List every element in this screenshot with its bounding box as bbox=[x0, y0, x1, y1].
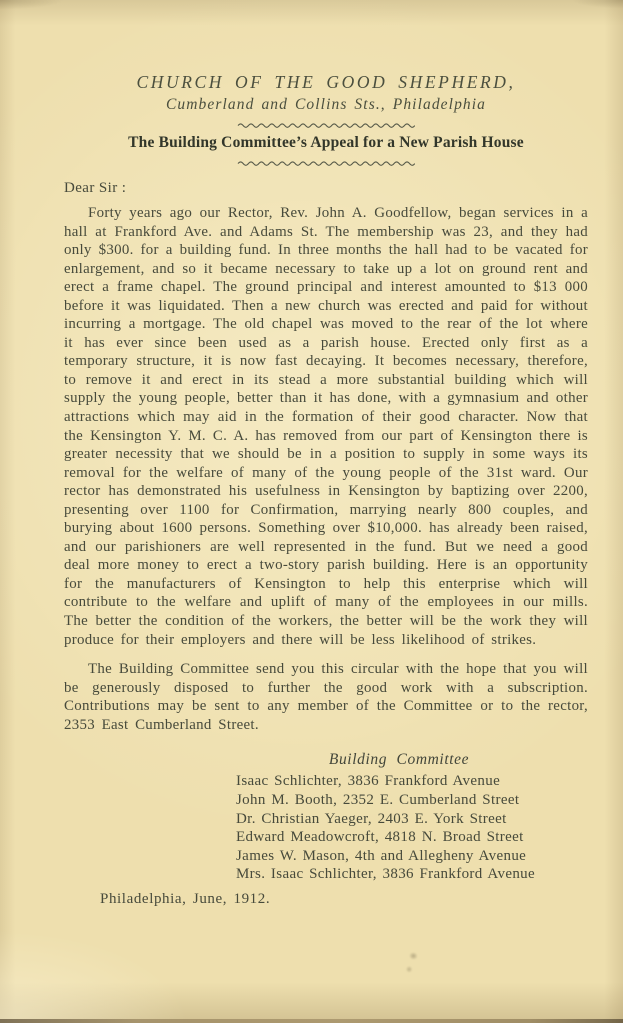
committee-member: James W. Mason, 4th and Allegheny Avenue bbox=[236, 847, 527, 864]
committee-member: John M. Booth, 2352 E. Cumberland Street bbox=[236, 791, 520, 808]
church-address: Cumberland and Collins Sts., Philadelphia bbox=[165, 96, 487, 113]
committee-list bbox=[236, 772, 562, 884]
committee-member: Dr. Christian Yaeger, 2403 E. York Street bbox=[236, 810, 507, 827]
ink-smudge bbox=[401, 949, 421, 979]
letter-paragraph-1: Forty years ago our Rector, Rev. John A. Goodfellow, began services in a hall at Frankford Ave. and Adams St. The membership was 23, and they had only $300. for a building fund. In three months the hall had to be vacated for enlargement, and so it became necessary to take up a lot on ground rent and erect a frame chapel. The ground principal and interest amounted to $13 000 before it was liquidated. Then a new church was erected and paid for without incurring a mortgage. The old chapel was moved to the rear of the lot where it has ever since been used as a parish house. Erected only first as a temporary structure, it is now fast decaying. It becomes necessary, therefore, to remove it and erect in its stead a more substantial building which will supply the young people, better than it has done, with a gymnasium and other attractions which may aid in the formation of their good character. Now that the Kensington Y. M. C. A. has removed from our part of Kensington there is greater necessity that we should be in a position to supply in some ways its removal for the welfare of many of the young people of the 31st ward. Our rector has demonstrated his usefulness in Kensington by baptizing over 2200, presenting over 1100 for Confirmation, marrying nearly 800 couples, and burying about 1600 persons. Something over $10,000. has already been raised, and our parishioners are well represented in the fund. But we need a good deal more money to erect a two-story parish building. Here is an opportunity for the manufacturers of Kensington to help this enterprise which will contribute to the welfare and uplift of many of the employees in our mills. The better the condition of the workers, the better will be the work they will produce for their employers and there will be less likelihood of strikes. bbox=[64, 205, 588, 648]
wavy-divider-icon bbox=[237, 121, 415, 129]
appeal-title: The Building Committee’s Appeal for a New Parish House bbox=[128, 134, 524, 151]
scan-shadow-top-right bbox=[533, 0, 623, 12]
letter-paragraph-2: The Building Committee send you this circular with the hope that you will be generously disposed to further the good work with a subscription. Contributions may be sent to any member of the Committee or to the rector, 2353 East Cumberland Street. bbox=[64, 661, 588, 733]
church-name: CHURCH OF THE GOOD SHEPHERD, bbox=[136, 72, 516, 92]
committee-member: Mrs. Isaac Schlichter, 3836 Frankford Avenue bbox=[236, 866, 536, 883]
committee-member: Isaac Schlichter, 3836 Frankford Avenue bbox=[236, 773, 501, 790]
scan-shadow-top-left bbox=[0, 0, 120, 14]
committee-section bbox=[236, 751, 562, 884]
committee-heading: Building Committee bbox=[328, 751, 470, 769]
salutation: Dear Sir : bbox=[64, 180, 127, 196]
letterhead bbox=[64, 72, 588, 167]
letter-content bbox=[64, 72, 588, 908]
wavy-divider-icon bbox=[237, 159, 415, 167]
dateline: Philadelphia, June, 1912. bbox=[100, 890, 271, 907]
committee-member: Edward Meadowcroft, 4818 N. Broad Street bbox=[236, 829, 524, 846]
